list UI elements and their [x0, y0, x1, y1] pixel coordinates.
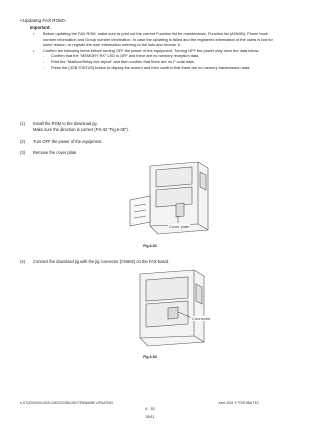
sub-item: - Print the "Mailbox/Relay box report" and then confirm that there are no F code data. [43, 59, 278, 65]
step-number: (2) [20, 138, 26, 144]
bullet-confirm-items [33, 48, 278, 70]
important-bullets [33, 31, 278, 70]
step-text: Turn OFF the power of the equipment. [33, 138, 103, 144]
confirm-sub-list [43, 53, 278, 70]
step-4 [20, 259, 282, 265]
step-text-note: Make sure the direction is correct (P.6-32 "Fig.6-35"). [33, 126, 129, 132]
step-number: (1) [20, 121, 26, 126]
cover-plate-callout: Cover plate [169, 224, 190, 229]
bullet-text: Before updating the FAX ROM, make sure to print out the current Function list for maintenance, Function list (ADMIN), Phone book number information and Group number information. In case the updating is failed and the registered information of the users is lost for some reason, re-register the user information referring to the lists and recover it. [43, 31, 273, 48]
bullet-text: Confirm the following items before turning OFF the power of the equipment. Turning OFF the power may clear the data below. [43, 47, 260, 53]
page-number: 6 - 53 [145, 407, 155, 411]
footer-copyright: June 2004 © TOSHIBA TEC [218, 401, 260, 405]
sub-item: - Confirm that the "MEMORY RX" LED is OFF and there are no memory reception data. [43, 53, 278, 59]
step-number: (4) [20, 259, 26, 264]
revision-date: 05/11 [145, 415, 155, 419]
footer-doc-title: e-STUDIO200L/202L/230/232/280/282 FIRMWARE UPDATING [20, 401, 114, 405]
step-3 [20, 150, 282, 156]
step-2 [20, 139, 282, 145]
section-heading: <Updating FAX ROM> [20, 18, 66, 23]
sub-item: - Press the [JOB STATUS] button to display the screen and then confirm that there are no memory transmission data. [43, 65, 278, 71]
step-1 [20, 121, 282, 133]
connector-illustration [120, 268, 220, 348]
bullet-print-lists [33, 31, 278, 48]
step-text: Install the ROM to the download jig. [33, 121, 98, 126]
step-number: (3) [20, 149, 26, 155]
step-text: Remove the cover plate. [33, 149, 78, 155]
figure-caption: Fig.6-52 [143, 244, 157, 248]
connector-callout: Connector [192, 316, 211, 321]
figure-caption: Fig.6-53 [143, 355, 157, 359]
step-text: Connect the download jig with the jig connector (CN602) on the FAX board. [33, 259, 170, 264]
important-label: Important: [30, 24, 51, 30]
